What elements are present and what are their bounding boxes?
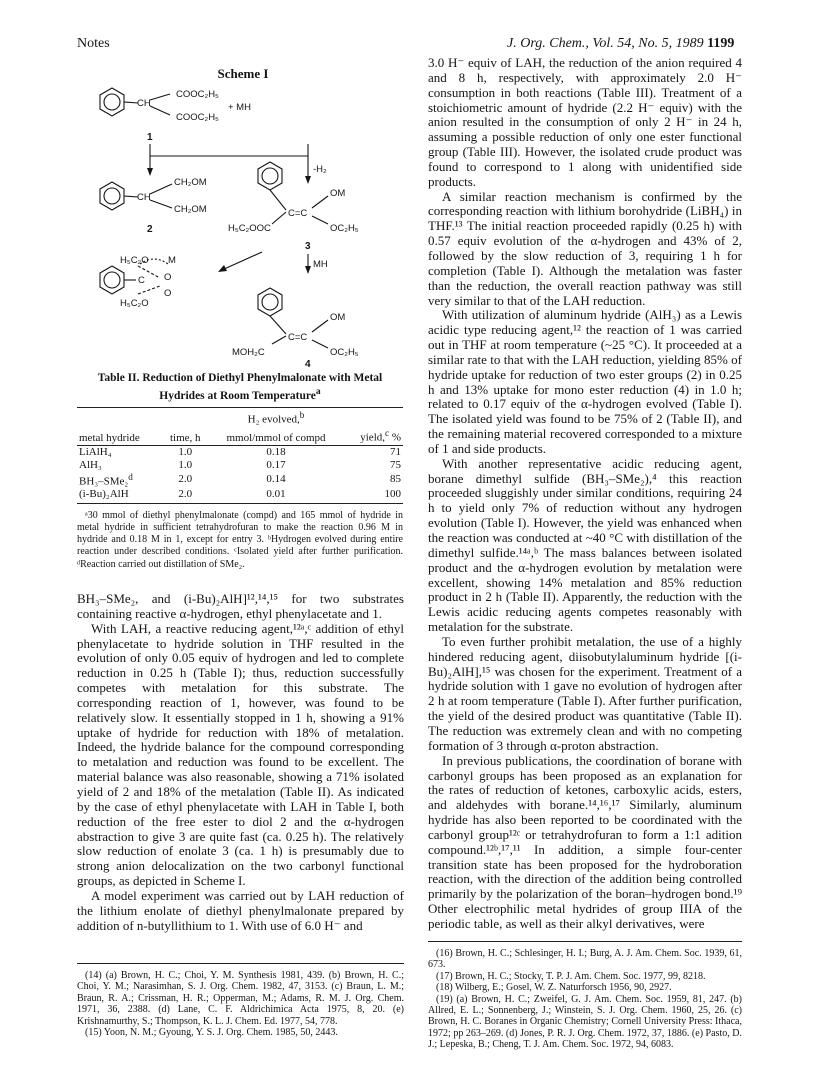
scheme-label-ch: CH xyxy=(137,98,151,109)
table-row: AlH₃ 1.0 0.17 75 xyxy=(79,458,401,471)
footnote: (17) Brown, H. C.; Stocky, T. P. J. Am. Chem. Soc. 1977, 99, 8218. xyxy=(436,970,706,982)
benzene-ring-1-circle xyxy=(104,94,120,110)
scheme-label-ch2om-top: CH₂OM xyxy=(174,177,207,188)
scheme-label-om-4: OM xyxy=(330,312,346,323)
right-column-body xyxy=(428,56,742,932)
compound-number-2: 2 xyxy=(147,224,153,235)
paragraph: With LAH, a reactive reducing agent,¹²ᵃ,ᶜ addition of ethyl phenylacetate to hydride solution in THF resulted in the evolution of only 0.05 equiv of hydrogen and led to complete reduction in 0.25 h (Table I); thus, reduction successfully competes with metalation for this substrate. The corresponding reaction of 1, however, was found to be relatively slow. It essentially stopped in 1 h, showing a 91% uptake of hydride for reduction with 18% of metalation. Indeed, the hydride balance for the compound corresponding to metalation and reduction was found to be excellent. The material balance was also reasonable, showing a 71% isolated yield of 2 and 18% of the metalation (Table II). As indicated by the case of ethyl phenylacetate with LAH in Table I, both reduction of the free ester to diol 2 and the α-hydrogen abstraction to give 3 are quite fast (ca. 0.25 h). The relatively slow reduction of enolate 3 (ca. 1 h) is presumably due to strong anion delocalization on the two carbonyl functional groups, as depicted in Scheme I. xyxy=(77,620,404,889)
paragraph: 3.0 H⁻ equiv of LAH, the reduction of the anion required 4 and 8 h, respectively, with approximately 2.0 H⁻ consumption in both reactions (Table III). Treatment of a stoichiometric amount of hydride (2.2 H⁻ equiv) with the anion resulted in the consumption of only 2 H⁻ in 24 h, assuming a possible reduction of only one ester functional group (Table III). However, the isolated crude product was found to correspond to 1 along with unidentified side products. xyxy=(428,55,742,189)
paragraph: To even further prohibit metalation, the use of a highly hindered reducing agent, diisobutylaluminum hydride [(i-Bu)₂AlH],¹⁵ was chosen for the experiment. Treatment of a hydride solution with 1 gave no evolution of hydrogen after 2 h at room temperature (Table I). After further purification, the yield of the desired product was quantitative (Table II). The reduction was extremely clean and with no competing formation of 3 through α-proton abstraction. xyxy=(428,633,742,753)
running-head-citation xyxy=(507,36,734,52)
equilibrium-arrow xyxy=(222,252,262,270)
paragraph: With another representative acidic reducing agent, borane dimethyl sulfide (BH₃–SMe₂),⁴ this reaction proceeded sluggishly under similar conditions, requiring 24 h to yield only 7% of reduction without any hydrogen evolution (Table I). However, the yield was enhanced when the reaction was conducted at ~40 °C with distillation of the dimethyl sulfide.¹⁴ᵃ,ᵇ The mass balances between isolated product and the α-hydrogen evolution by metalation were excellent, showing 14% metalation and 85% reduction product in 2 h (Table II). Apparently, the reduction with the Lewis acidic reducing agents competes reasonably with metalation for the substrate. xyxy=(428,455,742,635)
footnote: (15) Yoon, N. M.; Gyoung, Y. S. J. Org. Chem. 1985, 50, 2443. xyxy=(85,1027,338,1039)
scheme-label-m: M xyxy=(168,255,176,266)
footnote: (18) Wilberg, E.; Gosel, W. Z. Naturforsch 1956, 90, 2927. xyxy=(436,982,672,994)
running-head-section: Notes xyxy=(77,36,110,51)
scheme-label-cc-4: C=C xyxy=(288,332,308,343)
scheme-label-mh: MH xyxy=(313,259,328,270)
scheme-label-ch2om-bottom: CH₂OM xyxy=(174,204,207,215)
compound-number-1: 1 xyxy=(147,132,153,143)
paragraph: BH₃–SMe₂, and (i-Bu)₂AlH]¹²,¹⁴,¹⁵ for two substrates containing reactive α-hydrogen, ethyl phenylacetate and 1. xyxy=(77,591,404,621)
footnotes-left xyxy=(77,963,404,1038)
footnote: (19) (a) Brown, H. C.; Zweifel, G. J. Am. Chem. Soc. 1959, 81, 247. (b) Allred, E. L.; Sonnenberg, J.; Winstein, S. J. Org. Chem. 1960, 25, 26. (c) Brown, H. C. Boranes in Organic Chemistry; Cornell University Press: Ithaca, 1972; pp 263–269. (d) Jones, P. R. J. Org. Chem. 1972, 37, 1886. (e) Pasto, D. J.; Lepeska, B.; Cheng, T. J. Am. Chem. Soc. 1972, 94, 6083. xyxy=(428,993,742,1051)
scheme-title: Scheme I xyxy=(217,66,269,81)
paragraph: A similar reaction mechanism is confirmed by the corresponding reaction with lithium borohydride (LiBH₄) in THF.¹³ The initial reaction proceeded rapidly (0.25 h) with 0.57 equiv evolution of the α-hydrogen and 43% of 2, followed by the slow reduction of 3, requiring 1 h for completion (Table I). Although the metalation was faster than the reduction, the overall reaction pathway was still very similar to that of the LAH reduction. xyxy=(428,188,742,308)
scheme-label-o-top: O xyxy=(164,272,172,283)
journal-volume: Vol. 54, No. 5, 1989 xyxy=(592,36,704,51)
col-header-yield: yield,$^c$ % xyxy=(344,426,403,445)
scheme-label-h5c2o-bottom: H₅C₂O xyxy=(120,298,149,309)
scheme-label-cc-3: C=C xyxy=(288,208,308,219)
table-title: Table II. Reduction of Diethyl Phenylmalonate with Metal Hydrides at Room Temperature$^a$ xyxy=(97,372,383,402)
col-header-time: time, h xyxy=(162,426,208,445)
scheme-label-o-bottom: O xyxy=(164,288,172,299)
scheme-label-om-3: OM xyxy=(330,188,346,199)
scheme-label-ester-top: COOC₂H₅ xyxy=(176,89,219,100)
table-row: LiAlH₄ 1.0 0.18 71 xyxy=(79,446,401,459)
scheme-label-oc2h5-3: OC₂H₅ xyxy=(330,223,359,234)
scheme-label-ch-2: CH xyxy=(137,192,151,203)
table-ii xyxy=(77,372,403,571)
compound-number-4: 4 xyxy=(305,359,311,369)
paragraph: A model experiment was carried out by LAH reduction of the lithium enolate of diethyl phenylmalonate prepared by addition of n-butyllithium to 1. With use of 6.0 H⁻ and xyxy=(77,887,404,933)
scheme-label-oc2h5-4: OC₂H₅ xyxy=(330,347,359,358)
scheme-label-c: C xyxy=(138,275,145,286)
scheme-label-ester-bottom: COOC₂H₅ xyxy=(176,112,219,123)
paragraph: With utilization of aluminum hydride (AlH₃) as a Lewis acidic type reducing agent,¹² the reaction of 1 was carried out in THF at room temperature (~25 °C). It proceeded at a similar rate to that with the LAH reduction, yielding 85% of hydride uptake for reduction of two ester groups (2) in 0.25 h and 13% uptake for mono ester reduction (4) in 1.0 h; related to 0.17 equiv of the α-hydrogen evolved (Table I). The isolated yield was found to be 75% of 2 (Table II), and the remaining material recovered corresponded to a mixture of 1 and side products. xyxy=(428,307,742,456)
footnote: (16) Brown, H. C.; Schlesinger, H. I.; Burg, A. J. Am. Chem. Soc. 1939, 61, 673. xyxy=(428,948,742,971)
scheme-label-minus-h2: -H₂ xyxy=(313,164,327,175)
scheme-label-h5c2ooc: H₅C₂OOC xyxy=(228,223,271,234)
left-column-body xyxy=(77,592,404,933)
journal-name: J. Org. Chem., xyxy=(507,36,589,51)
col-header-h2-unit: mmol/mmol of compd xyxy=(208,426,344,445)
results-table xyxy=(77,407,403,504)
table-footnotes: ᵃ30 mmol of diethyl phenylmalonate (compd) and 165 mmol of hydride in metal hydride in sufficient tetrahydrofuran to make the reaction 0.96 M in hydride and 0.18 M in 1, except for entry 3. ᵇHydrogen evolved during entire reaction under described conditions. ᶜIsolated yield after further purification. ᵈReaction carried out distillation of SMe₂. xyxy=(77,509,403,570)
paragraph: In previous publications, the coordination of borane with carbonyl groups has been proposed as an explanation for the rates of reduction of ketones, carboxylic acids, esters, and aldehydes with borane.¹⁴,¹⁶,¹⁷ Similarly, aluminum hydride has also been reported to be coordinated with the carbonyl group¹²ᶜ or tetrahydrofuran to form a 1:1 adition compound.¹²ᵇ,¹⁷,¹¹ In addition, a simple four-center transition state has been proposed for the hydroboration reaction, with the direction of the addition being controlled primarily by the polarization of the boran–hydrogen bond.¹⁹ Other electrophilic metal hydrides of group IIIA of the periodic table, as well as their alkyl derivatives, were xyxy=(428,752,742,931)
page-number: 1199 xyxy=(707,36,735,51)
scheme-label-h5c2o-top: H₅C₂O xyxy=(120,255,149,266)
reaction-scheme xyxy=(90,84,400,369)
col-header-metal-hydride: metal hydride xyxy=(77,426,162,445)
footnotes-right xyxy=(428,941,742,1051)
table-row: BH₃–SMe₂$^d$ 2.0 0.14 85 xyxy=(79,472,401,488)
scheme-label-moh2c: MOH₂C xyxy=(232,347,265,358)
table-row: (i-Bu)₂AlH 2.0 0.01 100 xyxy=(77,488,403,503)
scheme-label-plus-mh: + MH xyxy=(228,102,251,113)
footnote: (14) (a) Brown, H. C.; Choi, Y. M. Synthesis 1981, 439. (b) Brown, H. C.; Choi, Y. M.; Narasimhan, S. J. Org. Chem. 1982, 47, 3153. (c) Braun, L. M.; Braun, R. A.; Crissman, H. R.; Opperman, M.; Adams, R. M. J. Org. Chem. 1971, 36, 2388. (d) Lane, C. F. Aldrichimica Acta 1975, 8, 20. (e) Krishnamurthy, S.; Thompson, K. L. J. Chem. Ed. 1977, 54, 778. xyxy=(77,970,404,1027)
col-header-h2: H₂ evolved,$^b$ xyxy=(208,407,344,426)
col-header-hydride xyxy=(77,407,162,426)
compound-number-3: 3 xyxy=(305,241,311,252)
